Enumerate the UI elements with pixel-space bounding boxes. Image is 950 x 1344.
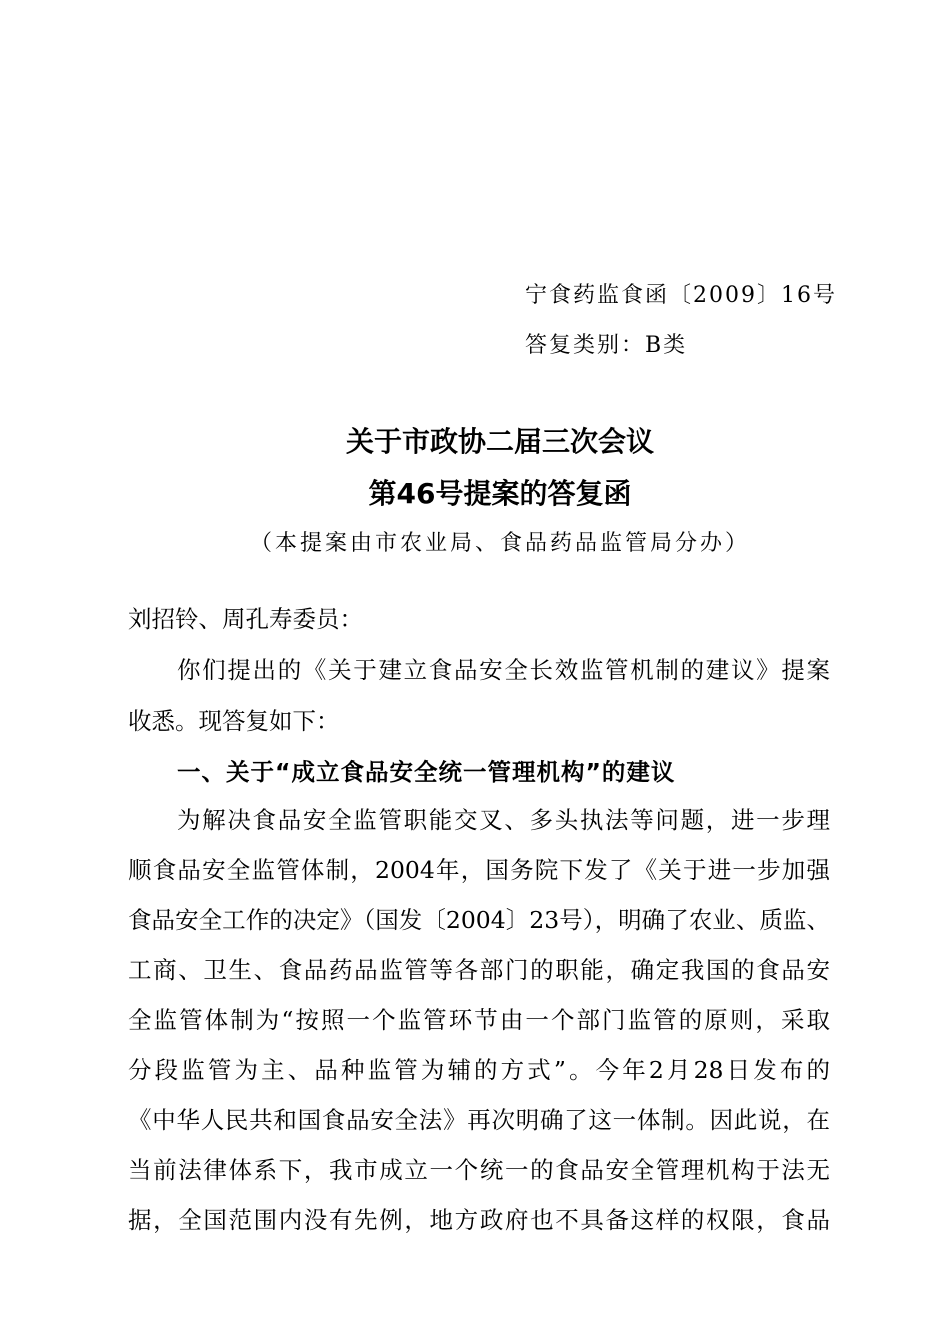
paragraph-line: 《中华人民共和国食品安全法》再次明确了这一体制。因此说，在: [128, 1106, 830, 1134]
section-heading: 一、关于“成立食品安全统一管理机构”的建议: [177, 758, 676, 786]
paragraph-line: 为解决食品安全监管职能交叉、多头执法等问题，进一步理: [177, 806, 830, 834]
paragraph-line: 顺食品安全监管体制，2004年，国务院下发了《关于进一步加强: [128, 856, 830, 884]
document-title-line2: 第46号提案的答复函: [368, 477, 632, 510]
paragraph-line: 食品安全工作的决定》（国发〔2004〕23号），明确了农业、质监、: [128, 906, 830, 934]
paragraph-line: 当前法律体系下，我市成立一个统一的食品安全管理机构于法无: [128, 1156, 830, 1184]
intro-line: 你们提出的《关于建立食品安全长效监管机制的建议》提案: [177, 656, 830, 684]
paragraph-line: 据，全国范围内没有先例，地方政府也不具备这样的权限，食品: [128, 1206, 830, 1234]
intro-line: 收悉。现答复如下：: [128, 707, 340, 735]
paragraph-line: 工商、卫生、食品药品监管等各部门的职能，确定我国的食品安: [128, 956, 830, 984]
paragraph-line: 全监管体制为“按照一个监管环节由一个部门监管的原则，采取: [128, 1006, 830, 1034]
document-title-line1: 关于市政协二届三次会议: [345, 425, 654, 458]
document-number: 宁食药监食函〔2009〕16号: [525, 283, 837, 308]
paragraph-line: 分段监管为主、品种监管为辅的方式”。今年2月28日发布的: [128, 1056, 830, 1084]
salutation: 刘招铃、周孔寿委员：: [128, 605, 363, 633]
document-subtitle: （本提案由市农业局、食品药品监管局分办）: [249, 531, 750, 556]
reply-category: 答复类别：B类: [525, 333, 688, 358]
